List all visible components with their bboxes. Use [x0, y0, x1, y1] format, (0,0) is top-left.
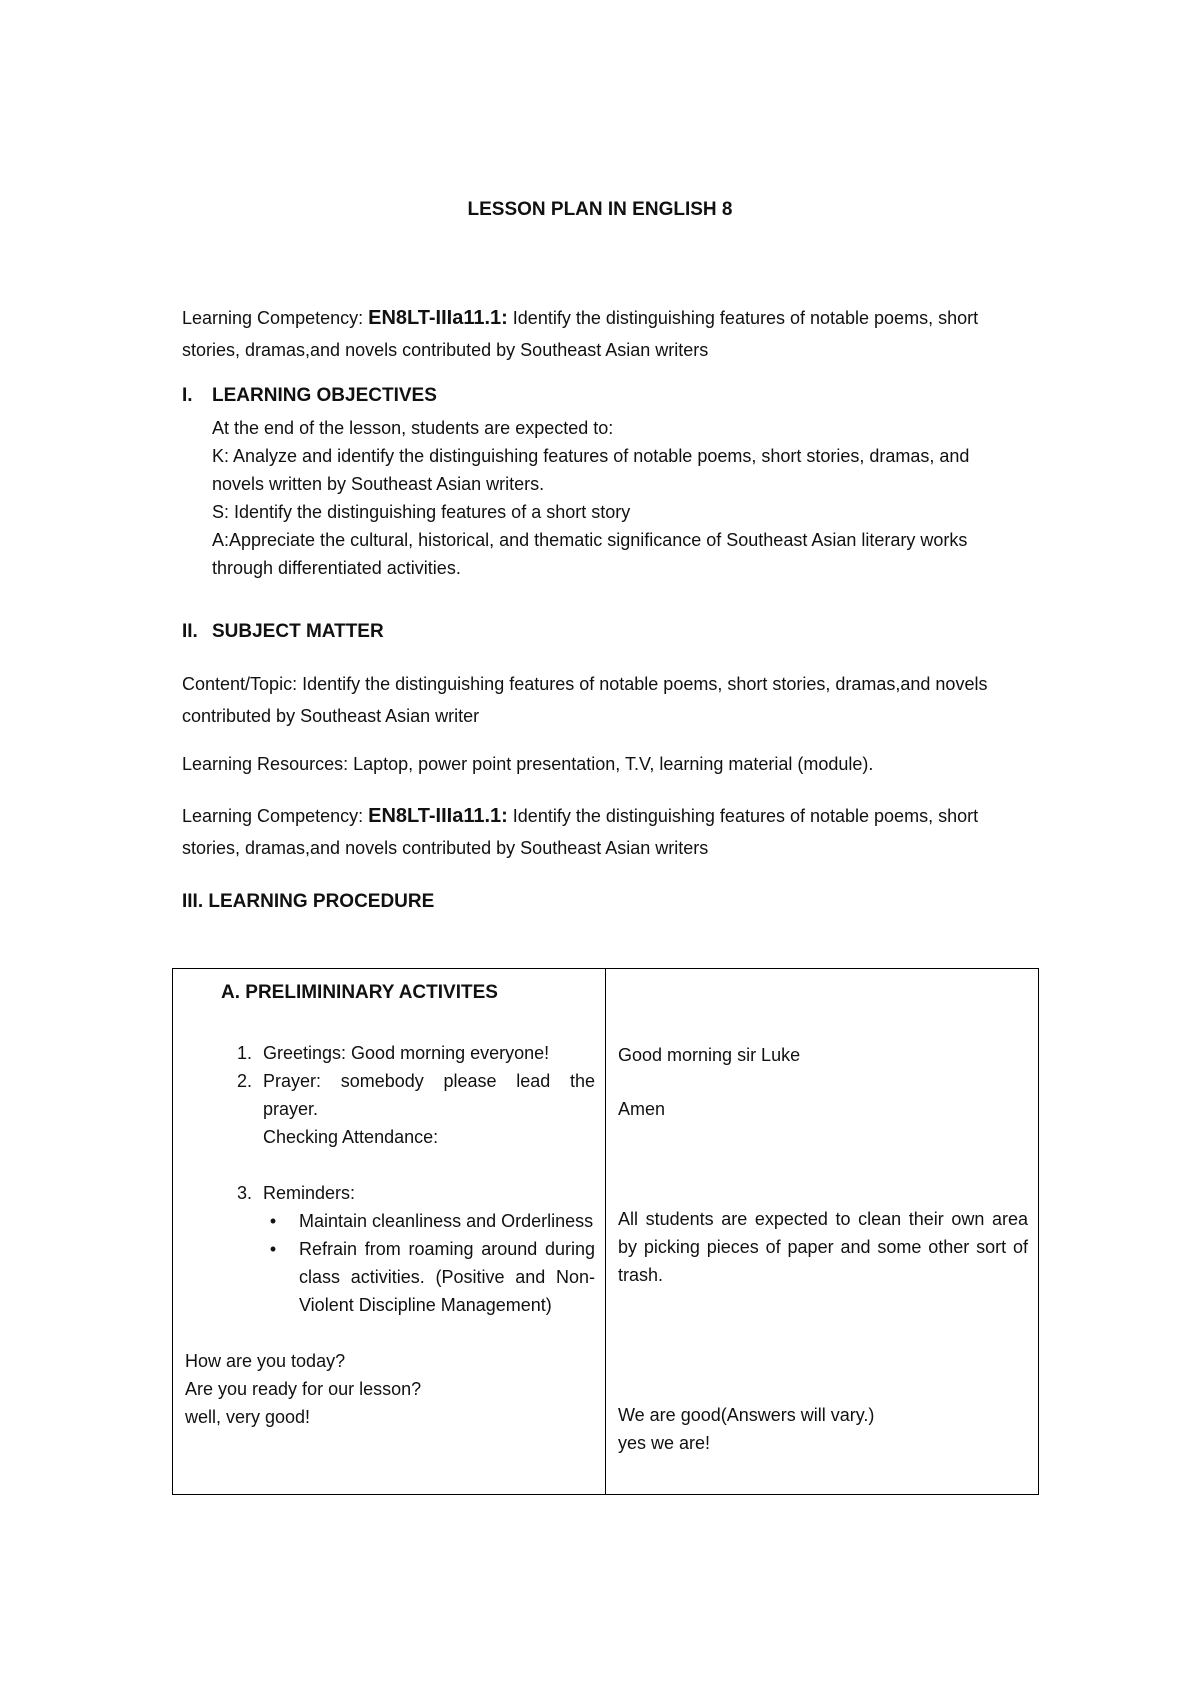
learning-competency-top [182, 302, 1022, 366]
competency-code: EN8LT-IIIa11.1: [368, 307, 508, 329]
section-title: SUBJECT MATTER [212, 621, 384, 642]
competency-text: Identify the distinguishing features of notable poems, short stories, dramas,and novels contributed by Southeast Asian writers [182, 806, 979, 858]
section-title: LEARNING OBJECTIVES [212, 385, 437, 406]
teacher-activity-cell [173, 969, 606, 1495]
objective-skill: S: Identify the distinguishing features of a short story [212, 502, 631, 522]
objectives-intro: At the end of the lesson, students are expected to: [212, 418, 614, 438]
checking-attendance: Checking Attendance: [263, 1127, 439, 1147]
section-number: I. [182, 385, 193, 406]
question-how-are-you: How are you today? [185, 1351, 346, 1371]
list-item: • Refrain from roaming around during class activities. (Positive and Non-Violent Discipline Management) [293, 1235, 595, 1319]
reminders-list [263, 1207, 595, 1319]
section-number: II. [182, 621, 198, 642]
section-subject-matter [182, 618, 1022, 864]
response-reminders: All students are expected to clean their own area by picking pieces of paper and some other sort of trash. [618, 1209, 1028, 1285]
objective-knowledge: K: Analyze and identify the distinguishing features of notable poems, short stories, dramas, and novels written by Southeast Asian writers. [212, 446, 970, 494]
bullet-icon: • [269, 1239, 277, 1259]
section-learning-procedure [182, 888, 1022, 916]
competency-code: EN8LT-IIIa11.1: [368, 805, 508, 827]
section-title: III. LEARNING PROCEDURE [182, 891, 435, 912]
objective-attitude: A:Appreciate the cultural, historical, and thematic significance of Southeast Asian literary works through differentiated activities. [212, 530, 968, 578]
response-greeting: Good morning sir Luke [618, 1045, 801, 1065]
response-status-1: We are good(Answers will vary.) [618, 1405, 875, 1425]
teacher-remark: well, very good! [185, 1407, 311, 1427]
page-title: LESSON PLAN IN ENGLISH 8 [467, 199, 733, 220]
learning-competency [182, 800, 1022, 864]
teacher-questions [185, 1347, 595, 1431]
section-learning-objectives [182, 382, 1022, 582]
step-prayer: 2. Prayer: somebody please lead the prayer. Checking Attendance: [257, 1067, 595, 1151]
bullet-icon: • [269, 1211, 277, 1231]
content-topic: Content/Topic: Identify the distinguishing features of notable poems, short stories, dramas,and novels contributed by Southeast Asian writer [182, 674, 988, 726]
competency-label: Learning Competency: [182, 806, 369, 826]
response-status-2: yes we are! [618, 1433, 711, 1453]
list-item: • Maintain cleanliness and Orderliness [293, 1207, 595, 1235]
table-row [173, 969, 1039, 1495]
question-ready: Are you ready for our lesson? [185, 1379, 422, 1399]
procedure-table [172, 968, 1039, 1495]
competency-text: Identify the distinguishing features of notable poems, short stories, dramas,and novels contributed by Southeast Asian writers [182, 308, 979, 360]
step-greetings: 1. Greetings: Good morning everyone! [257, 1039, 595, 1067]
preliminary-activities-title: A. PRELIMININARY ACTIVITES [221, 982, 498, 1003]
section-heading [182, 382, 1022, 410]
step-reminders: 3. Reminders: • Maintain cleanliness and Orderliness • Refrain from roaming around during class activities. (Positive and Non-Violent Discipline Management) [257, 1179, 595, 1319]
activity-steps [185, 1039, 595, 1319]
learning-resources: Learning Resources: Laptop, power point presentation, T.V, learning material (module). [182, 754, 874, 774]
response-prayer: Amen [618, 1099, 666, 1119]
section-heading [182, 618, 1022, 646]
objectives-list [182, 414, 1022, 582]
competency-label: Learning Competency: [182, 308, 369, 328]
student-response-cell [606, 969, 1039, 1495]
